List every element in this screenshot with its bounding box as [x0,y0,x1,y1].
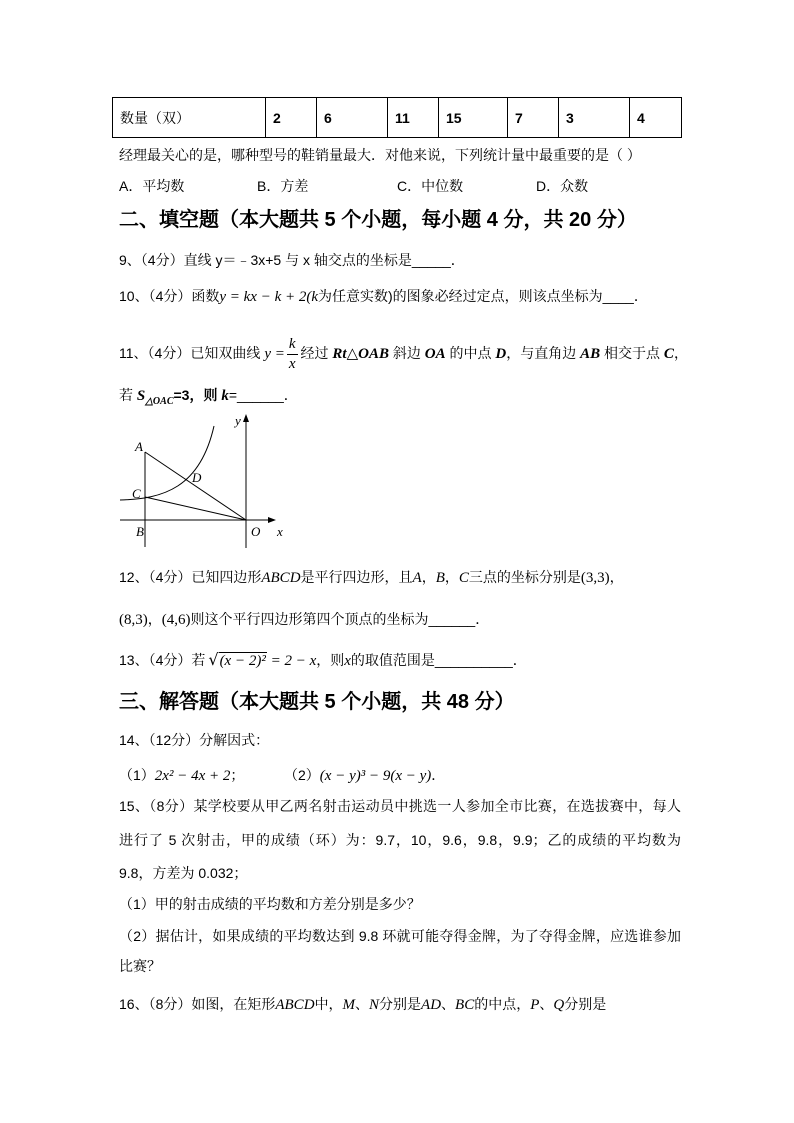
q16-text: 的中点， [474,996,531,1012]
part-label: （1） [119,767,155,783]
q12-math: A [412,570,422,586]
q11-prefix: 11、（4分）已知双曲线 [119,345,261,362]
q12-math: C [458,570,469,586]
q11-k: k [221,388,229,404]
q12-text: 是平行四边形，且 [300,569,413,585]
question-13 [119,650,527,670]
option-c: C．中位数 [397,178,464,194]
q11-text: 相交于点 [600,345,664,362]
option-a: A．平均数 [119,178,185,194]
sales-table [112,97,682,138]
option-d: D．众数 [536,178,589,194]
label-o: O [251,524,261,539]
q10-prefix: 10、（4分）函数 [119,288,220,304]
q16-text: 分别是 [379,996,422,1012]
label-x: x [277,524,283,539]
q12-coordinate: (8,3) [119,612,148,628]
label-a: A [135,439,143,454]
q16-text: 中， [314,996,343,1012]
question-14-parts [119,765,681,785]
label-d: D [192,470,202,485]
section-2-title: 二、填空题（本大题共 5 个小题，每小题 4 分，共 20 分） [119,209,637,231]
q12-text: 12、（4分）已知四边形 [119,569,262,585]
radicand: (x − 2)² [219,653,266,669]
hyperbola-figure [118,410,288,555]
label-b: B [136,524,144,539]
question-12-line-2 [119,609,489,629]
q11-text: =3，则 [173,387,222,403]
question-15-line: 进行了 5 次射击，甲的成绩（环）为：9.7，10，9.6，9.8，9.9；乙的成绩的平均数为 [119,832,681,848]
q12-coordinate: (4,6) [161,612,191,628]
q16-math: P [530,997,540,1013]
part-expression: 2x² − 4x + 2 [154,768,231,784]
fraction-denominator: x [288,356,296,372]
fraction-numerator: k [287,337,298,355]
q12-math: ABCD [261,570,301,586]
question-15-line: 15、（8分）某学校要从甲乙两名射击运动员中挑选一人参加全市比赛，在选拔赛中，每人 [119,798,681,814]
q16-math: AD [421,997,442,1013]
q11-text: ， [673,345,688,362]
q11-fraction [287,337,298,372]
q11-lhs: y = [264,346,285,363]
q14-part-1 [119,765,244,786]
q8-stem: 经理最关心的是，哪种型号的鞋销量最大．对他来说，下列统计量中最重要的是（ ） [119,147,641,163]
q11-text: 斜边 [388,345,425,362]
q10-function: y = kx − k + 2(k [219,289,319,305]
part-expression: (x − y)³ − 9(x − y) [319,768,432,784]
q12-text: ， [444,569,459,585]
q16-text: 、 [355,996,370,1012]
option-b: B．方差 [257,178,309,194]
y-axis-arrow [243,414,249,422]
table-cell: 4 [630,98,682,138]
q11-triangle: Rt△OAB [332,346,389,363]
q14-part-2 [284,765,445,786]
sales-table-wrapper [112,97,682,138]
q12-text: ， [609,569,624,585]
q16-math: N [369,997,380,1013]
question-15-line: 9.8，方差为 0.032； [119,865,248,881]
q8-options [119,176,681,196]
table-cell: 15 [439,98,508,138]
question-10 [119,286,648,306]
q11-area-symbol: S [136,388,146,404]
label-y: y [235,413,241,428]
q16-text: 、 [539,996,554,1012]
radical-sign: √ [208,650,219,669]
q16-text: 、 [441,996,456,1012]
question-15-subquestion-1: （1）甲的射击成绩的平均数和方差分别是多少？ [119,896,421,912]
question-16 [119,994,606,1014]
x-axis-arrow [268,517,276,523]
q12-math: B [435,570,445,586]
q13-rhs: = 2 − x [266,653,317,669]
q13-text: 的取值范围是__________． [350,652,527,668]
q12-text: 则这个平行四边形第四个顶点的坐标为______． [190,611,490,627]
q11-text: ，与直角边 [506,345,581,362]
q11-point-c: C [663,346,674,363]
segment-oc [145,497,246,520]
q11-segment-ab: AB [580,346,601,363]
label-c: C [132,486,141,501]
q11-point-d: D [495,346,507,363]
q12-text: ， [147,611,162,627]
section-3-title: 三、解答题（本大题共 5 个小题，共 48 分） [119,691,515,713]
q11-text: 经过 [300,345,333,362]
table-cell: 7 [508,98,559,138]
q13-text: ，则 [316,652,345,668]
question-11-line-1 [119,336,688,372]
q11-text: 若 [119,387,137,403]
part-end: ； [230,767,245,783]
question-11-line-2 [119,385,298,405]
q13-variable: x [344,653,351,669]
q11-area-subscript: △OAC [145,395,174,407]
q16-math: BC [455,997,475,1013]
table-cell: 11 [388,98,439,138]
q16-math: ABCD [275,997,315,1013]
question-15-subquestion-2: （2）据估计，如果成绩的平均数达到 9.8 环就可能夺得金牌，为了夺得金牌，应选谁参加 [119,928,681,944]
q12-text: ， [421,569,436,585]
question-14: 14、（12分）分解因式： [119,732,270,748]
q13-text: 13、（4分）若 [119,652,206,668]
q16-math: M [342,997,356,1013]
q12-coordinate: (3,3) [580,570,610,586]
q12-text: 三点的坐标分别是 [468,569,581,585]
part-end: ． [431,767,446,783]
q11-text: 的中点 [445,345,496,362]
question-12-line-1 [119,567,624,587]
q11-text: =______． [228,387,298,403]
question-15-line: 比赛？ [119,958,161,974]
table-cell: 2 [266,98,317,138]
q10-suffix: 为任意实数)的图象必经过定点，则该点坐标为____． [318,288,648,304]
question-9: 9、（4分）直线 y＝﹣3x+5 与 x 轴交点的坐标是_____． [119,252,465,268]
q16-math: Q [553,997,565,1013]
part-label: （2） [284,767,320,783]
table-row-label: 数量（双） [113,98,266,138]
table-cell: 3 [559,98,630,138]
table-row [113,98,682,138]
segment-oa [145,452,246,520]
q11-segment-oa: OA [424,346,446,363]
q16-text: 16、（8分）如图，在矩形 [119,996,276,1012]
q16-text: 分别是 [564,996,607,1012]
table-cell: 6 [317,98,388,138]
